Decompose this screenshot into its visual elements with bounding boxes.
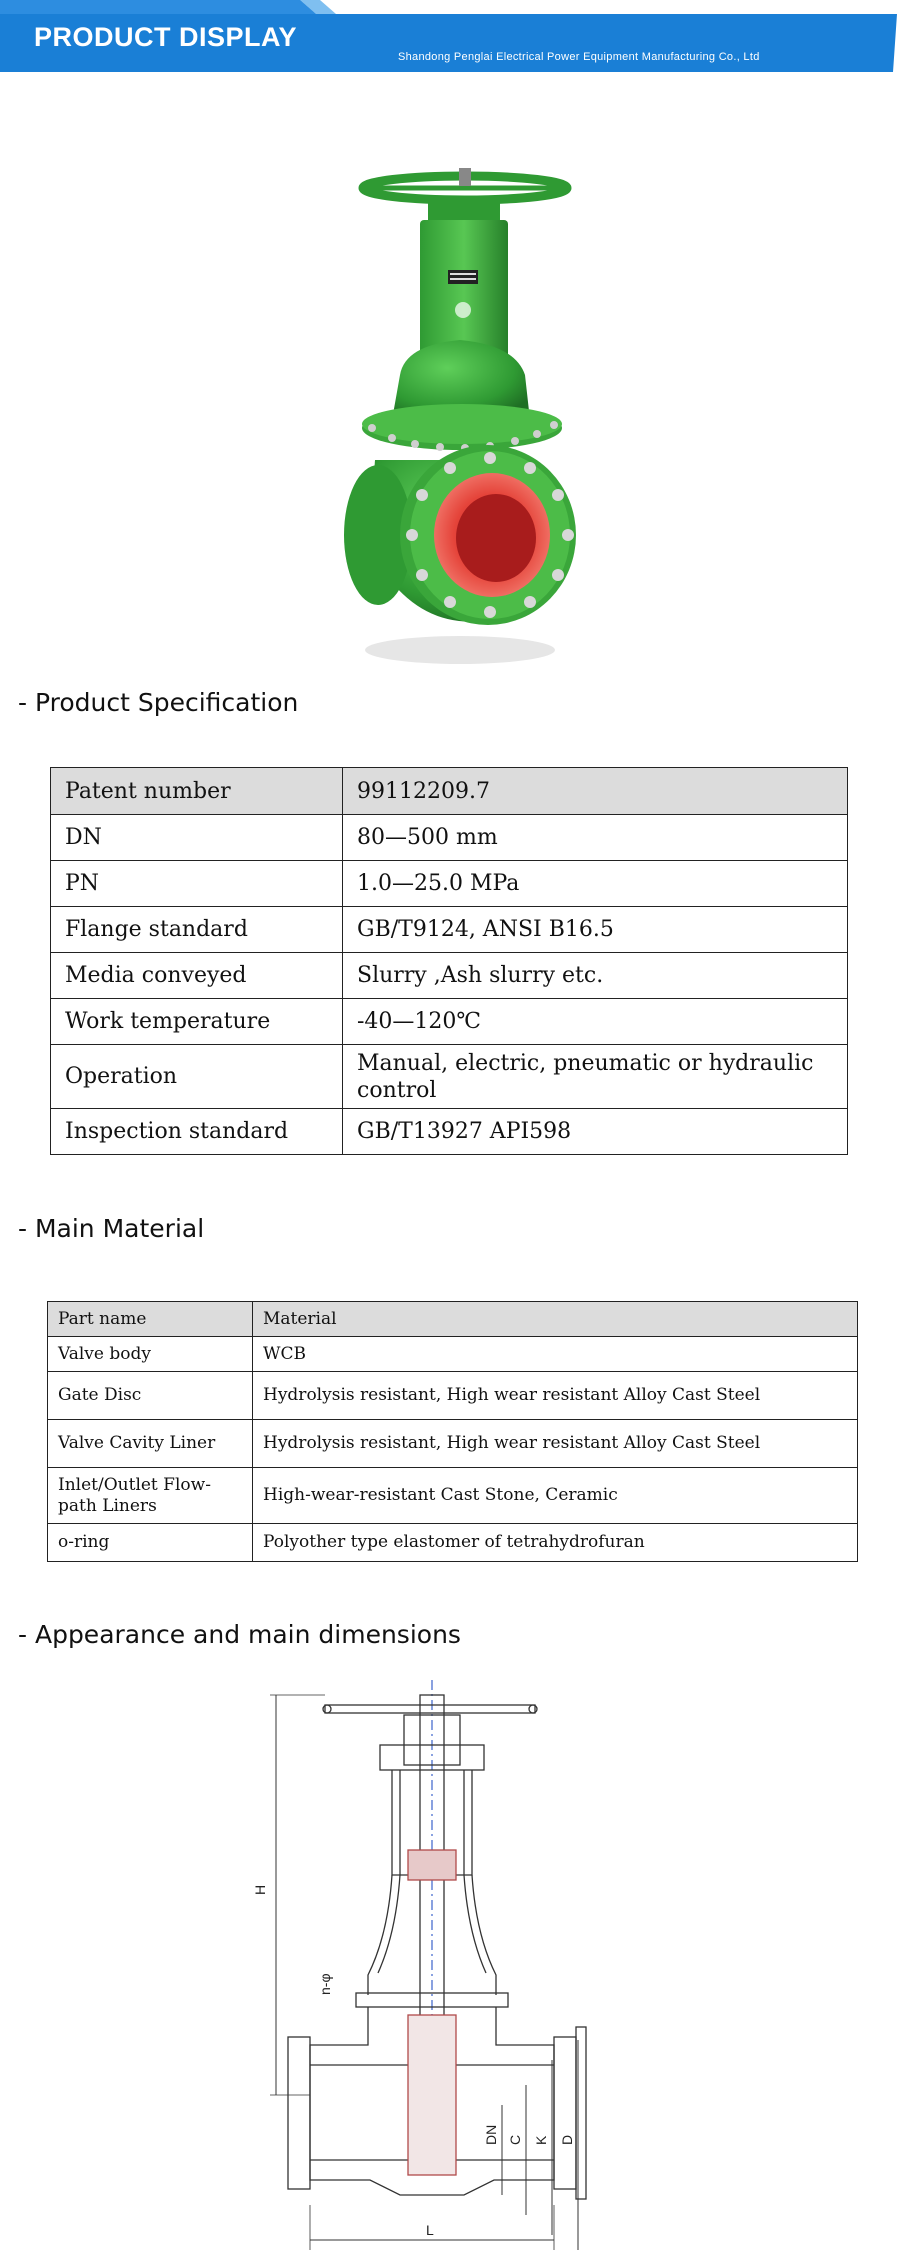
table-row [51,861,848,907]
company-name: Shandong Penglai Electrical Power Equipment Manufacturing Co., Ltd [398,51,760,63]
spec-value: Manual, electric, pneumatic or hydraulic control [343,1045,848,1109]
table-row [48,1420,858,1468]
spec-label: Inspection standard [51,1109,343,1155]
spec-value: 1.0—25.0 MPa [343,861,848,907]
material-header-part: Part name [48,1302,253,1337]
material-table [47,1301,858,1562]
spec-label: DN [51,815,343,861]
spec-label: Patent number [51,768,343,815]
dimension-section-title: - Appearance and main dimensions [18,1620,461,1649]
table-row [51,815,848,861]
material-value: High-wear-resistant Cast Stone, Ceramic [253,1468,858,1524]
spec-label: Operation [51,1045,343,1109]
table-row [51,1109,848,1155]
table-row [48,1337,858,1372]
spec-label: Flange standard [51,907,343,953]
banner-title: PRODUCT DISPLAY [34,22,298,52]
table-row [51,907,848,953]
table-row [51,1045,848,1109]
table-row [48,1372,858,1420]
table-row [48,1468,858,1524]
spec-value: GB/T9124, ANSI B16.5 [343,907,848,953]
material-value: Hydrolysis resistant, High wear resistant Alloy Cast Steel [253,1420,858,1468]
material-header-material: Material [253,1302,858,1337]
material-part: o-ring [48,1524,253,1562]
spec-value: 99112209.7 [343,768,848,815]
dim-label-k: K [533,2135,549,2145]
dim-label-c: C [507,2134,523,2145]
table-row [51,768,848,815]
spec-value: GB/T13927 API598 [343,1109,848,1155]
material-value: WCB [253,1337,858,1372]
dim-label-d: D [559,2134,575,2145]
spec-label: Work temperature [51,999,343,1045]
dim-label-l: L [426,2222,434,2238]
table-row [48,1302,858,1337]
gate-valve-illustration [330,160,590,670]
material-part: Valve body [48,1337,253,1372]
spec-value: -40—120℃ [343,999,848,1045]
material-section-title: - Main Material [18,1214,205,1243]
spec-section-title: - Product Specification [18,688,299,717]
spec-table [50,767,848,1155]
table-row [48,1524,858,1562]
spec-label: PN [51,861,343,907]
table-row [51,953,848,999]
spec-label: Media conveyed [51,953,343,999]
material-part: Valve Cavity Liner [48,1420,253,1468]
material-part: Inlet/Outlet Flow-path Liners [48,1468,253,1524]
spec-value: Slurry ,Ash slurry etc. [343,953,848,999]
table-row [51,999,848,1045]
dim-label-h: H [252,1884,268,1895]
material-value: Hydrolysis resistant, High wear resistant Alloy Cast Steel [253,1372,858,1420]
material-value: Polyother type elastomer of tetrahydrofuran [253,1524,858,1562]
valve-dimension-drawing [252,1675,630,2255]
dim-label-dn: DN [483,2124,499,2145]
spec-value: 80—500 mm [343,815,848,861]
material-part: Gate Disc [48,1372,253,1420]
product-display-banner [0,0,897,80]
dim-label-n: n-φ [317,1973,333,1995]
